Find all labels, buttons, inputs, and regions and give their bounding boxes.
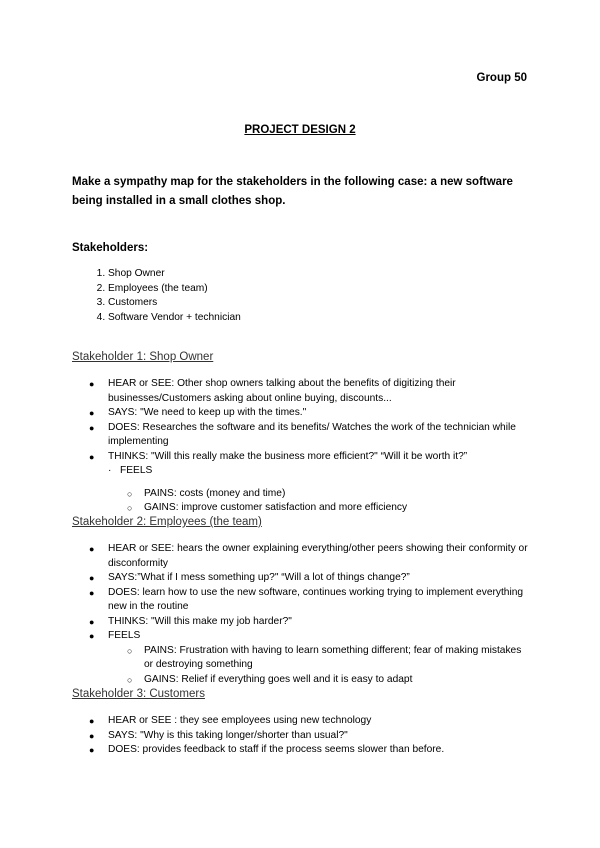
stakeholder-1-heading: Stakeholder 1: Shop Owner: [72, 351, 214, 363]
list-item: ○ GAINS: Relief if everything goes well and it is easy to adapt: [72, 673, 532, 688]
group-label: Group 50: [476, 72, 527, 84]
list-item: 2. Employees (the team): [108, 282, 241, 297]
list-item: · FEELS: [72, 464, 532, 479]
list-item: ● SAYS:”What if I mess something up?" “Will a lot of things change?”: [72, 571, 532, 586]
list-item: ● HEAR or SEE: Other shop owners talking about the benefits of digitizing their businesses/Customers asking about online buying, discounts...: [72, 377, 532, 406]
list-item: ● SAYS: "We need to keep up with the times.": [72, 406, 532, 421]
list-item: ○ PAINS: Frustration with having to learn something different; fear of making mistakes or destroying something: [72, 644, 532, 673]
list-item: 4. Software Vendor + technician: [108, 311, 241, 326]
stakeholder-3-heading: Stakeholder 3: Customers: [72, 688, 205, 700]
list-item: 1. Shop Owner: [108, 267, 241, 282]
page-title: PROJECT DESIGN 2: [244, 124, 356, 136]
stakeholder-2-list: [72, 542, 532, 687]
stakeholder-2-heading: Stakeholder 2: Employees (the team): [72, 516, 262, 528]
list-item: ○ GAINS: improve customer satisfaction and more efficiency: [72, 501, 532, 516]
list-item: ● SAYS: "Why is this taking longer/shorter than usual?": [72, 729, 532, 744]
stakeholders-list: [72, 267, 241, 325]
list-item: ● THINKS: "Will this really make the business more efficient?" “Will it be worth it?”: [72, 450, 532, 465]
list-item: ● DOES: provides feedback to staff if the process seems slower than before.: [72, 743, 532, 758]
list-item: ● FEELS: [72, 629, 532, 644]
list-item: 3. Customers: [108, 296, 241, 311]
list-item: ● THINKS: "Will this make my job harder?": [72, 615, 532, 630]
list-item: ● DOES: Researches the software and its benefits/ Watches the work of the technician while implementing: [72, 421, 532, 450]
stakeholder-1-list: [72, 377, 532, 516]
stakeholder-3-list: [72, 714, 532, 758]
stakeholders-heading: Stakeholders:: [72, 242, 149, 254]
intro-text: Make a sympathy map for the stakeholders in the following case: a new software being installed in a small clothes shop.: [72, 176, 513, 207]
list-item: ○ PAINS: costs (money and time): [72, 487, 532, 502]
list-item: ● DOES: learn how to use the new software, continues working trying to implement everything new in the routine: [72, 586, 532, 615]
list-item: ● HEAR or SEE: hears the owner explaining everything/other peers showing their conformity or disconformity: [72, 542, 532, 571]
list-item: ● HEAR or SEE : they see employees using new technology: [72, 714, 532, 729]
